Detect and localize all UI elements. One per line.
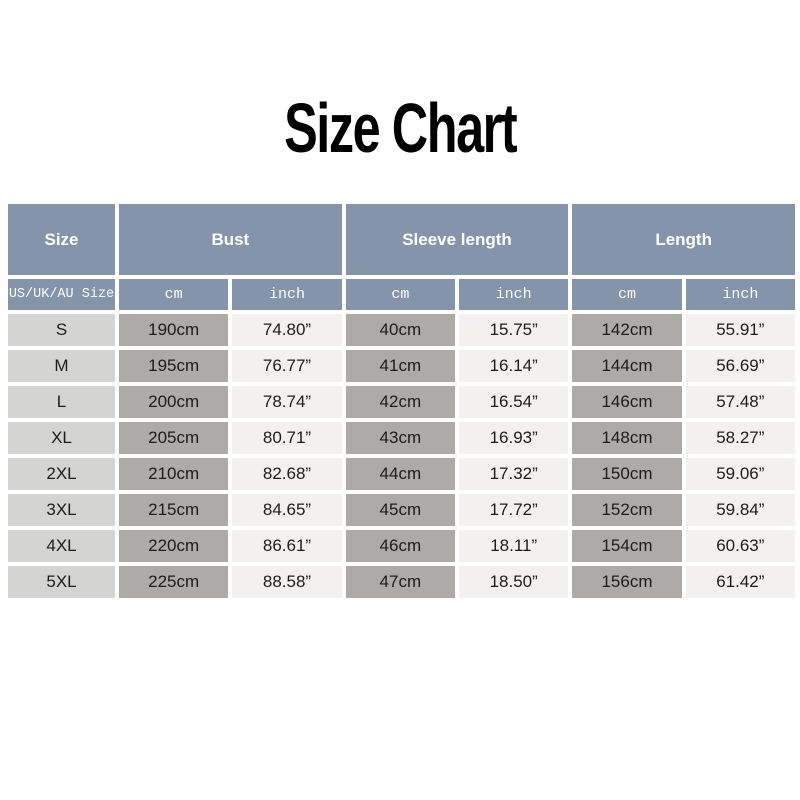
header-sleeve-length: Sleeve length <box>346 204 569 275</box>
sleeve-cm-cell: 42cm <box>346 386 455 418</box>
sleeve-inch-cell: 15.75” <box>459 314 568 346</box>
size-cell: 5XL <box>8 566 115 598</box>
subheader-us-uk-au-size: US/UK/AU Size <box>8 279 115 310</box>
bust-inch-cell: 78.74” <box>232 386 341 418</box>
sleeve-inch-cell: 18.50” <box>459 566 568 598</box>
page-title: Size Chart <box>283 89 517 167</box>
length-cm-cell: 146cm <box>572 386 681 418</box>
length-inch-cell: 58.27” <box>686 422 795 454</box>
sleeve-inch-cell: 16.14” <box>459 350 568 382</box>
title-container <box>0 89 800 167</box>
length-cm-cell: 144cm <box>572 350 681 382</box>
length-cm-cell: 150cm <box>572 458 681 490</box>
length-inch-cell: 59.06” <box>686 458 795 490</box>
bust-inch-cell: 74.80” <box>232 314 341 346</box>
size-cell: S <box>8 314 115 346</box>
sleeve-cm-cell: 46cm <box>346 530 455 562</box>
subheader-sleeve-cm: cm <box>346 279 455 310</box>
bust-inch-cell: 88.58” <box>232 566 341 598</box>
length-inch-cell: 60.63” <box>686 530 795 562</box>
sleeve-inch-cell: 17.72” <box>459 494 568 526</box>
length-cm-cell: 142cm <box>572 314 681 346</box>
sleeve-cm-cell: 41cm <box>346 350 455 382</box>
bust-inch-cell: 84.65” <box>232 494 341 526</box>
header-length: Length <box>572 204 795 275</box>
length-inch-cell: 56.69” <box>686 350 795 382</box>
bust-cm-cell: 195cm <box>119 350 228 382</box>
sleeve-cm-cell: 40cm <box>346 314 455 346</box>
length-cm-cell: 156cm <box>572 566 681 598</box>
size-cell: 3XL <box>8 494 115 526</box>
bust-inch-cell: 82.68” <box>232 458 341 490</box>
length-inch-cell: 55.91” <box>686 314 795 346</box>
subheader-length-cm: cm <box>572 279 681 310</box>
bust-cm-cell: 210cm <box>119 458 228 490</box>
size-cell: XL <box>8 422 115 454</box>
bust-cm-cell: 215cm <box>119 494 228 526</box>
bust-cm-cell: 190cm <box>119 314 228 346</box>
sleeve-cm-cell: 45cm <box>346 494 455 526</box>
bust-cm-cell: 220cm <box>119 530 228 562</box>
bust-inch-cell: 86.61” <box>232 530 341 562</box>
bust-inch-cell: 80.71” <box>232 422 341 454</box>
bust-inch-cell: 76.77” <box>232 350 341 382</box>
header-bust: Bust <box>119 204 342 275</box>
length-inch-cell: 61.42” <box>686 566 795 598</box>
size-cell: 4XL <box>8 530 115 562</box>
length-cm-cell: 152cm <box>572 494 681 526</box>
sleeve-cm-cell: 47cm <box>346 566 455 598</box>
length-cm-cell: 154cm <box>572 530 681 562</box>
subheader-bust-inch: inch <box>232 279 341 310</box>
size-table <box>8 204 795 598</box>
bust-cm-cell: 205cm <box>119 422 228 454</box>
subheader-bust-cm: cm <box>119 279 228 310</box>
bust-cm-cell: 200cm <box>119 386 228 418</box>
sleeve-cm-cell: 43cm <box>346 422 455 454</box>
sleeve-inch-cell: 16.54” <box>459 386 568 418</box>
length-inch-cell: 57.48” <box>686 386 795 418</box>
size-cell: L <box>8 386 115 418</box>
subheader-length-inch: inch <box>686 279 795 310</box>
sleeve-cm-cell: 44cm <box>346 458 455 490</box>
subheader-sleeve-inch: inch <box>459 279 568 310</box>
bust-cm-cell: 225cm <box>119 566 228 598</box>
size-cell: 2XL <box>8 458 115 490</box>
length-inch-cell: 59.84” <box>686 494 795 526</box>
header-size: Size <box>8 204 115 275</box>
sleeve-inch-cell: 17.32” <box>459 458 568 490</box>
size-cell: M <box>8 350 115 382</box>
length-cm-cell: 148cm <box>572 422 681 454</box>
sleeve-inch-cell: 18.11” <box>459 530 568 562</box>
sleeve-inch-cell: 16.93” <box>459 422 568 454</box>
